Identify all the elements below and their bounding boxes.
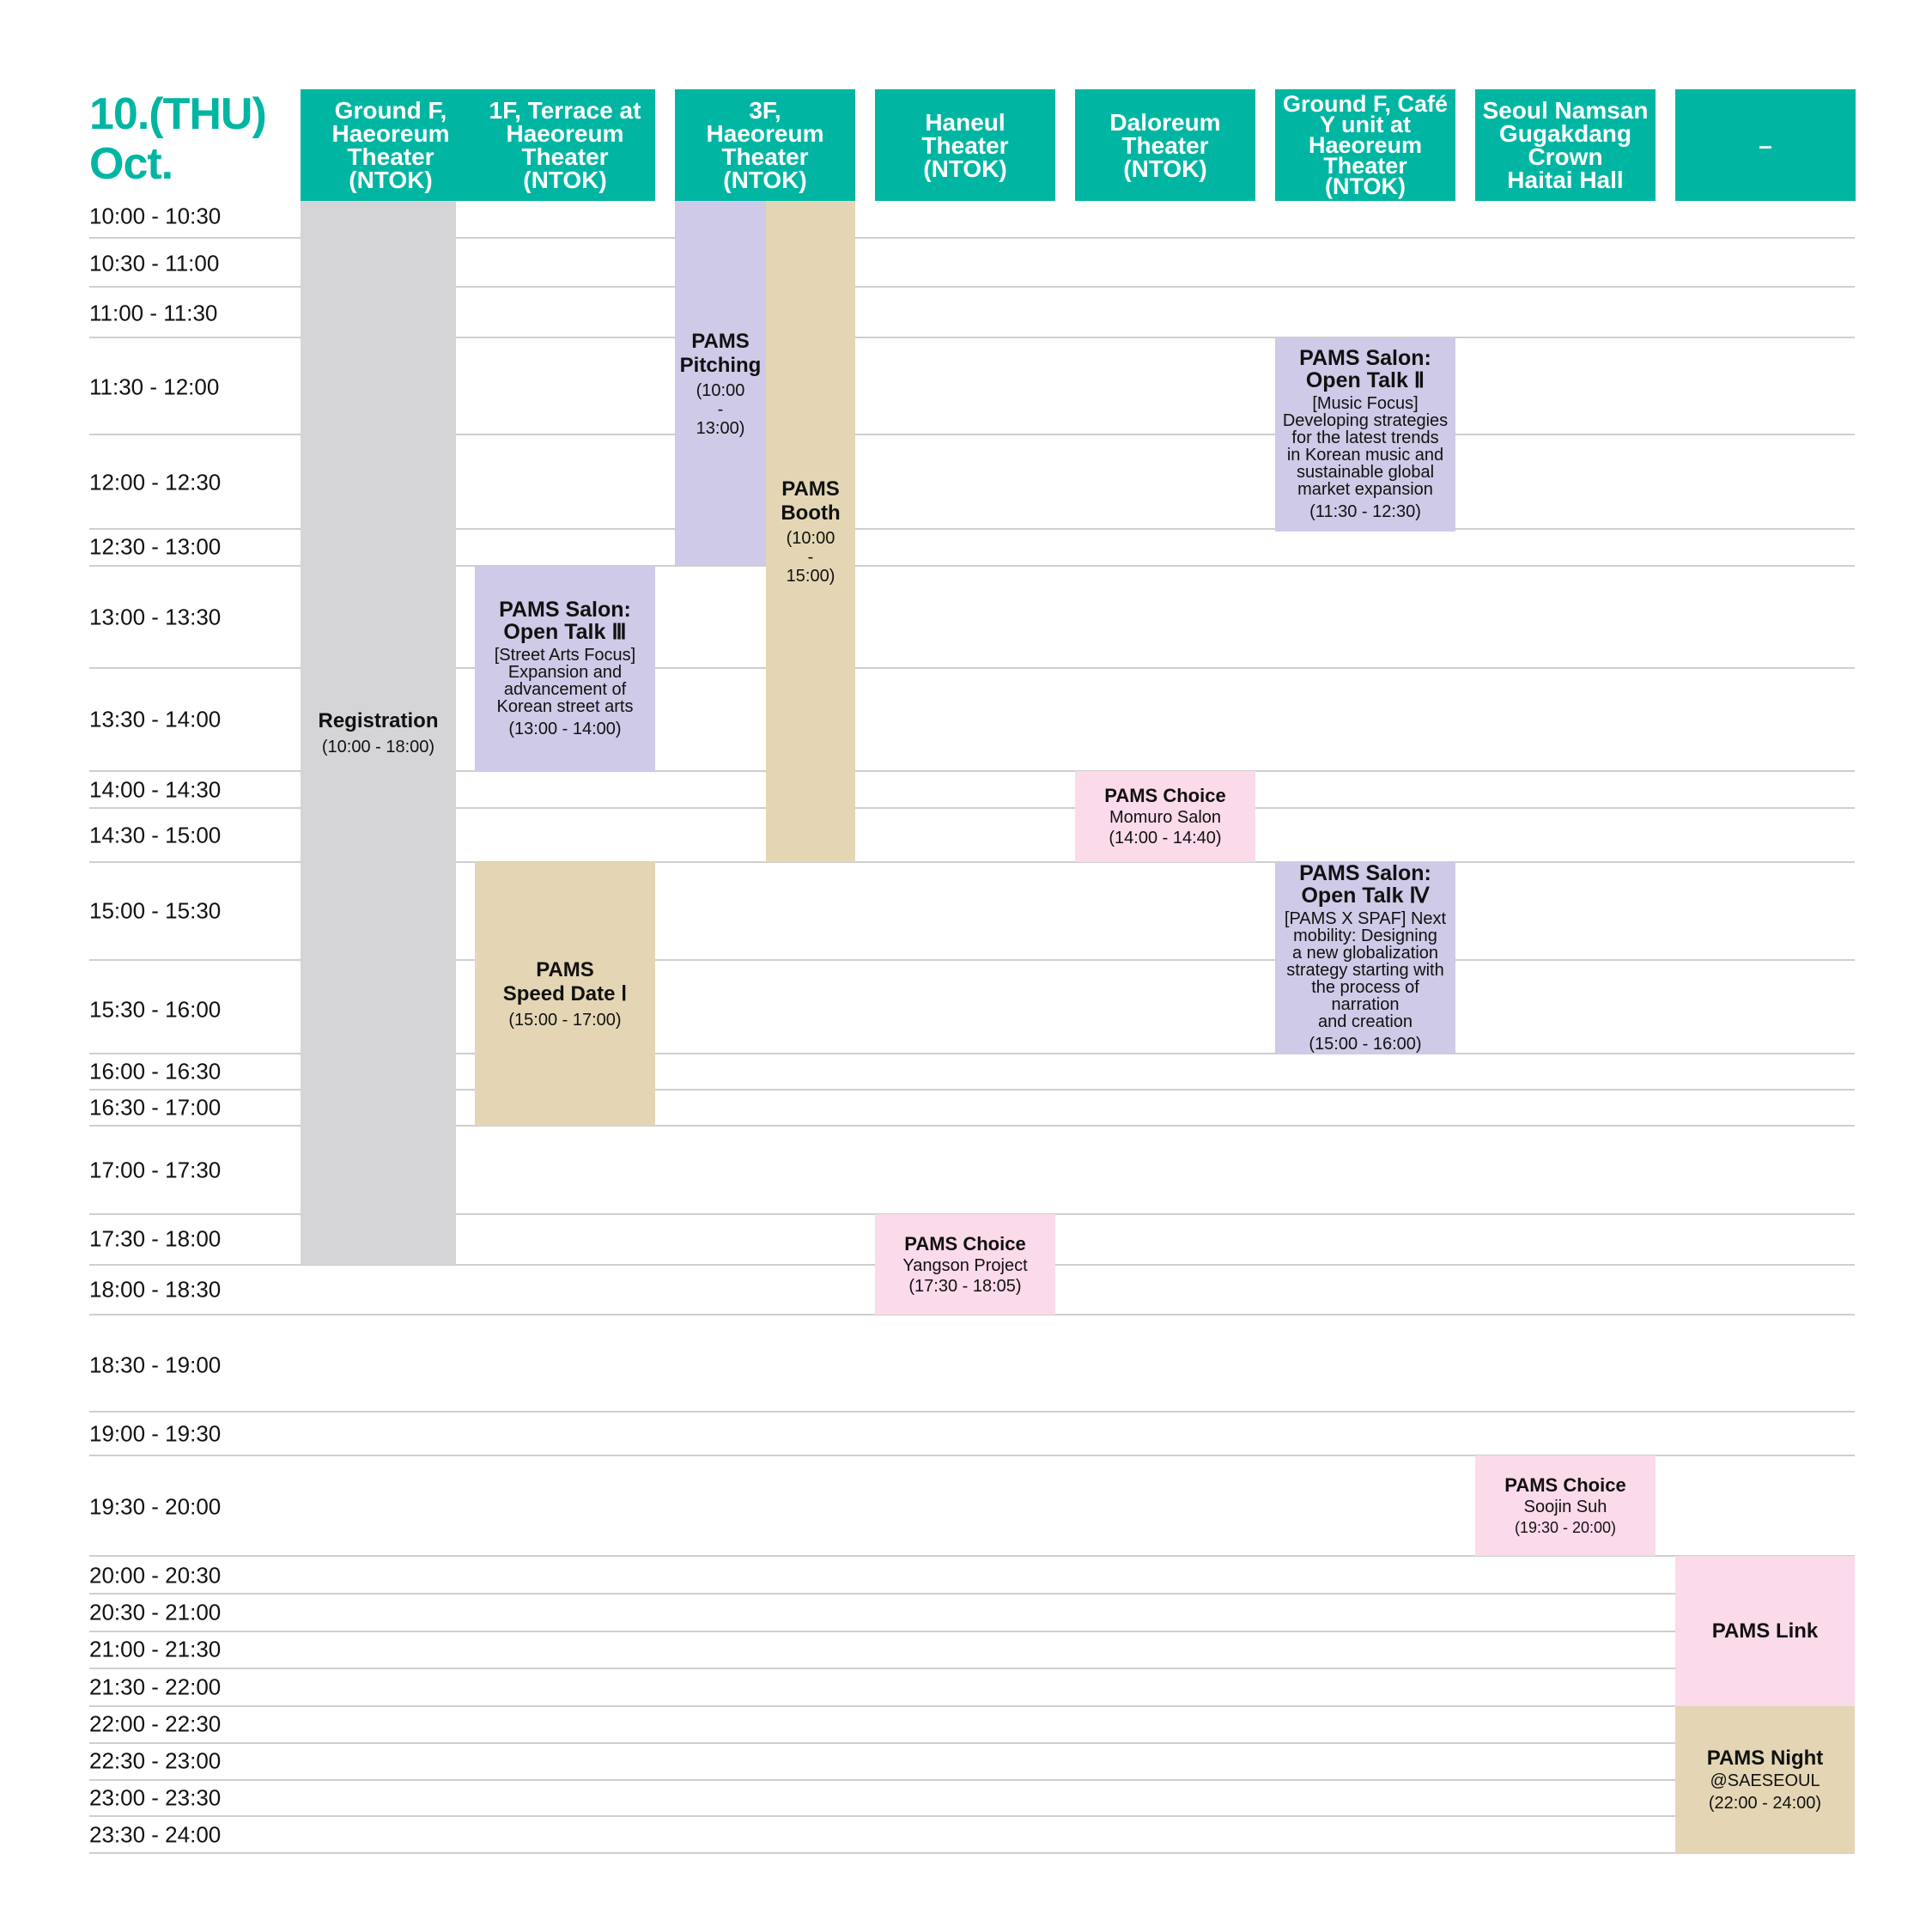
time-label: 15:30 - 16:00 [89, 996, 222, 1023]
event-description: [Street Arts Focus] Expansion and advancement of Korean street arts [494, 645, 636, 716]
date-day: 10.(THU) [89, 89, 266, 139]
time-label: 20:00 - 20:30 [89, 1562, 222, 1589]
event-registration[interactable] [301, 201, 456, 1265]
venue-header-other: – [1675, 89, 1856, 201]
date-heading [89, 89, 266, 189]
event-description: [Music Focus] Developing strategies for the latest trends in Korean music and sustainable global market expansion [1282, 394, 1449, 499]
grid-line [89, 1668, 1855, 1669]
event-salon-open-talk-3[interactable] [475, 566, 655, 771]
grid-line [89, 1705, 1855, 1707]
venue-header-1f-terrace: 1F, Terrace at Haeoreum Theater (NTOK) [475, 89, 655, 201]
grid-line [89, 1815, 1855, 1817]
event-title: PAMS Salon: Open Talk Ⅱ [1299, 346, 1431, 392]
time-label: 19:30 - 20:00 [89, 1493, 222, 1520]
event-title: PAMS Booth [781, 477, 841, 525]
grid-line [89, 1593, 1855, 1595]
time-label: 14:00 - 14:30 [89, 776, 222, 803]
time-label: 11:30 - 12:00 [89, 374, 220, 400]
event-pams-choice-momuro[interactable] [1075, 771, 1255, 862]
event-title: PAMS Speed Date Ⅰ [502, 957, 628, 1005]
event-description: Yangson Project [902, 1255, 1028, 1275]
time-label: 10:00 - 10:30 [89, 203, 222, 229]
event-title: PAMS Salon: Open Talk Ⅳ [1299, 861, 1431, 908]
event-pams-night[interactable] [1675, 1706, 1855, 1853]
grid-line [89, 1631, 1855, 1632]
time-label: 16:00 - 16:30 [89, 1058, 222, 1084]
event-time: (10:00 - 18:00) [321, 737, 435, 756]
time-label: 18:30 - 19:00 [89, 1352, 222, 1378]
event-title: PAMS Salon: Open Talk Ⅲ [499, 597, 631, 644]
grid-line [89, 1779, 1855, 1781]
time-label: 16:30 - 17:00 [89, 1094, 222, 1121]
event-time: (11:30 - 12:30) [1309, 502, 1421, 521]
event-description: @SAESEOUL [1710, 1771, 1820, 1790]
event-salon-open-talk-2[interactable] [1275, 337, 1455, 532]
venue-header-namsan-gugakdang: Seoul Namsan Gugakdang Crown Haitai Hall [1475, 89, 1656, 201]
time-label: 21:30 - 22:00 [89, 1674, 222, 1700]
event-pams-pitching[interactable] [675, 201, 766, 566]
event-time: (15:00 - 17:00) [508, 1010, 622, 1030]
event-pams-booth[interactable] [766, 201, 855, 862]
time-label: 11:00 - 11:30 [89, 300, 218, 326]
venue-header-cafe-yunit: Ground F, Café Y unit at Haeoreum Theater (NTOK) [1275, 89, 1455, 201]
grid-line [89, 1852, 1855, 1854]
event-time: (14:00 - 14:40) [1109, 829, 1222, 848]
event-time: (10:00 - 15:00) [786, 529, 835, 586]
time-label: 12:00 - 12:30 [89, 469, 222, 495]
time-label: 19:00 - 19:30 [89, 1420, 222, 1447]
time-label: 18:00 - 18:30 [89, 1276, 222, 1303]
venue-header-3f-haeoreum: 3F, Haeoreum Theater (NTOK) [675, 89, 855, 201]
time-label: 10:30 - 11:00 [89, 250, 220, 276]
time-label: 20:30 - 21:00 [89, 1599, 222, 1625]
time-label: 13:30 - 14:00 [89, 706, 222, 732]
event-time: (10:00 - 13:00) [696, 380, 745, 438]
time-label: 23:00 - 23:30 [89, 1784, 222, 1811]
time-label: 21:00 - 21:30 [89, 1636, 222, 1662]
event-title: PAMS Night [1706, 1746, 1824, 1770]
event-time: (22:00 - 24:00) [1708, 1793, 1822, 1813]
time-label: 23:30 - 24:00 [89, 1821, 222, 1848]
time-label: 15:00 - 15:30 [89, 897, 222, 924]
venue-header-haneul: Haneul Theater (NTOK) [875, 89, 1055, 201]
event-title: PAMS Choice [1104, 785, 1226, 806]
event-time: (17:30 - 18:05) [908, 1276, 1022, 1296]
event-description: [PAMS X SPAF] Next mobility: Designing a new globalization strategy starting with the process of narration and creation [1284, 909, 1447, 1031]
date-month: Oct. [89, 139, 173, 189]
event-description: Soojin Suh [1523, 1497, 1607, 1516]
event-title: PAMS Pitching [679, 329, 762, 377]
event-title: Registration [318, 708, 439, 732]
event-title: PAMS Choice [904, 1232, 1026, 1255]
venue-header-ground-f-haeoreum: Ground F, Haeoreum Theater (NTOK) [301, 89, 481, 201]
time-label: 13:00 - 13:30 [89, 604, 222, 630]
time-label: 12:30 - 13:00 [89, 533, 222, 560]
time-label: 22:30 - 23:00 [89, 1747, 222, 1774]
event-time: (15:00 - 16:00) [1309, 1035, 1422, 1054]
venue-header-daloreum: Daloreum Theater (NTOK) [1075, 89, 1255, 201]
event-time: (13:00 - 14:00) [508, 719, 622, 738]
event-salon-open-talk-4[interactable] [1275, 862, 1455, 1054]
time-label: 14:30 - 15:00 [89, 822, 222, 848]
event-pams-choice-soojin[interactable] [1475, 1455, 1656, 1556]
event-pams-choice-yangson[interactable] [875, 1214, 1055, 1315]
event-time: (19:30 - 20:00) [1514, 1518, 1617, 1536]
time-label: 17:00 - 17:30 [89, 1157, 222, 1183]
grid-line [89, 1411, 1855, 1413]
event-pams-speed-date-1[interactable] [475, 862, 655, 1126]
time-label: 22:00 - 22:30 [89, 1710, 222, 1737]
event-title: PAMS Choice [1504, 1473, 1626, 1496]
grid-line [89, 1742, 1855, 1744]
event-pams-link[interactable] [1675, 1556, 1855, 1706]
time-label: 17:30 - 18:00 [89, 1225, 222, 1252]
event-title: PAMS Link [1711, 1619, 1819, 1643]
event-description: Momuro Salon [1109, 808, 1222, 827]
